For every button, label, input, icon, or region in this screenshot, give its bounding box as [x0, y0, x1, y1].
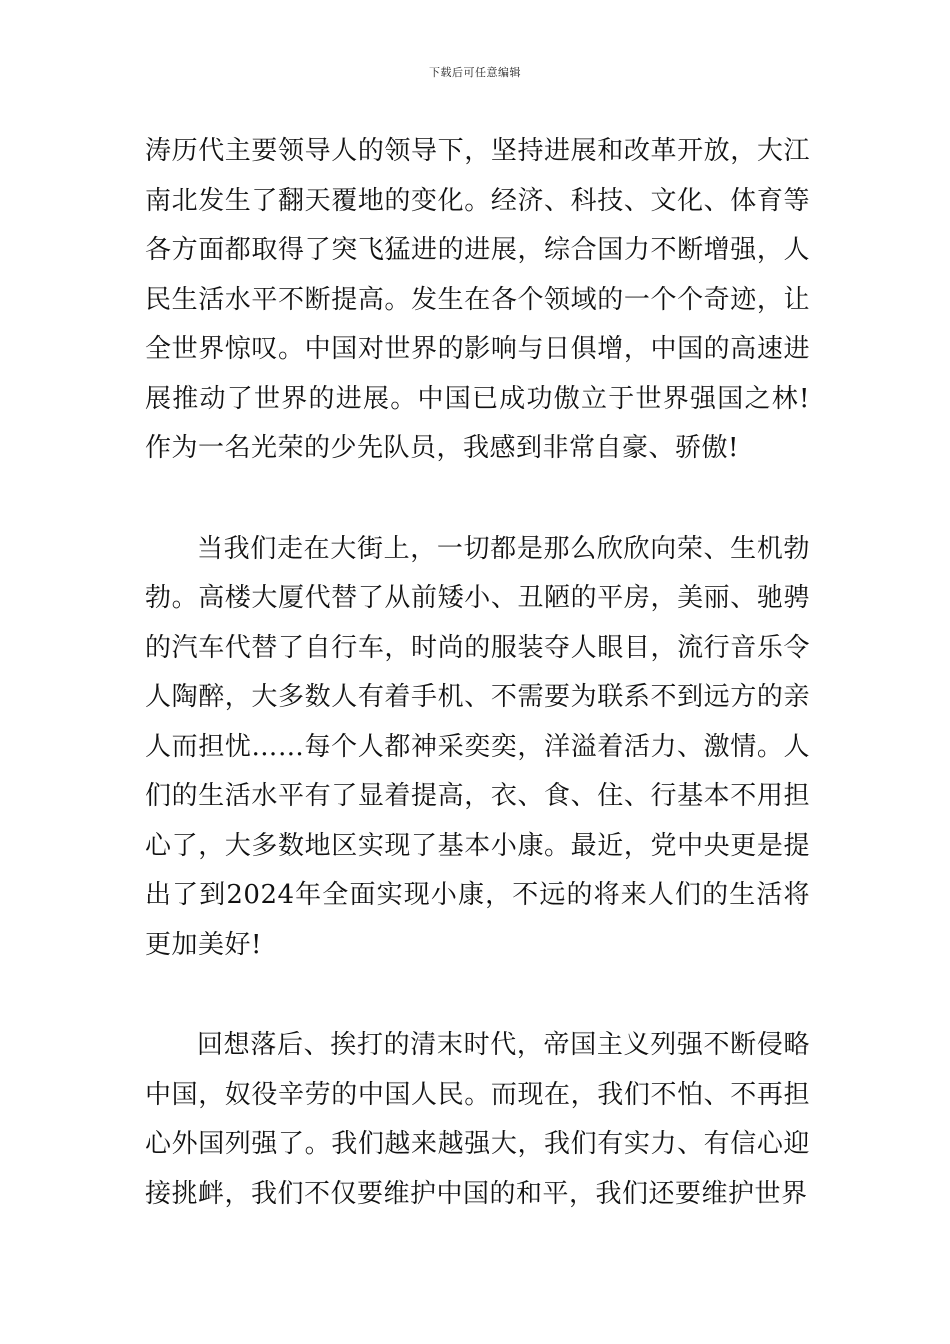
paragraph-3: 回想落后、挨打的清末时代，帝国主义列强不断侵略中国，奴役辛劳的中国人民。而现在，我们不怕、不再担心外国列强了。我们越来越强大，我们有实力、有信心迎接挑衅，我们不仅要维护中国的和平，我们还要维护世界	[145, 1030, 810, 1209]
document-body	[145, 127, 810, 1219]
paragraph-1: 涛历代主要领导人的领导下，坚持进展和改革开放，大江南北发生了翻天覆地的变化。经济、科技、文化、体育等各方面都取得了突飞猛进的进展，综合国力不断增强，人民生活水平不断提高。发生在各个领域的一个个奇迹，让全世界惊叹。中国对世界的影响与日俱增，中国的高速进展推动了世界的进展。中国已成功傲立于世界强国之林!作为一名光荣的少先队员，我感到非常自豪、骄傲!	[145, 136, 810, 463]
paragraph-2: 当我们走在大街上，一切都是那么欣欣向荣、生机勃勃。高楼大厦代替了从前矮小、丑陋的平房，美丽、驰骋的汽车代替了自行车，时尚的服装夺人眼目，流行音乐令人陶醉，大多数人有着手机、不需要为联系不到远方的亲人而担忧……每个人都神采奕奕，洋溢着活力、激情。人们的生活水平有了显着提高，衣、食、住、行基本不用担心了，大多数地区实现了基本小康。最近，党中央更是提出了到2024年全面实现小康，不远的将来人们的生活将更加美好!	[145, 533, 810, 960]
page-header-note: 下载后可任意编辑	[429, 66, 521, 79]
